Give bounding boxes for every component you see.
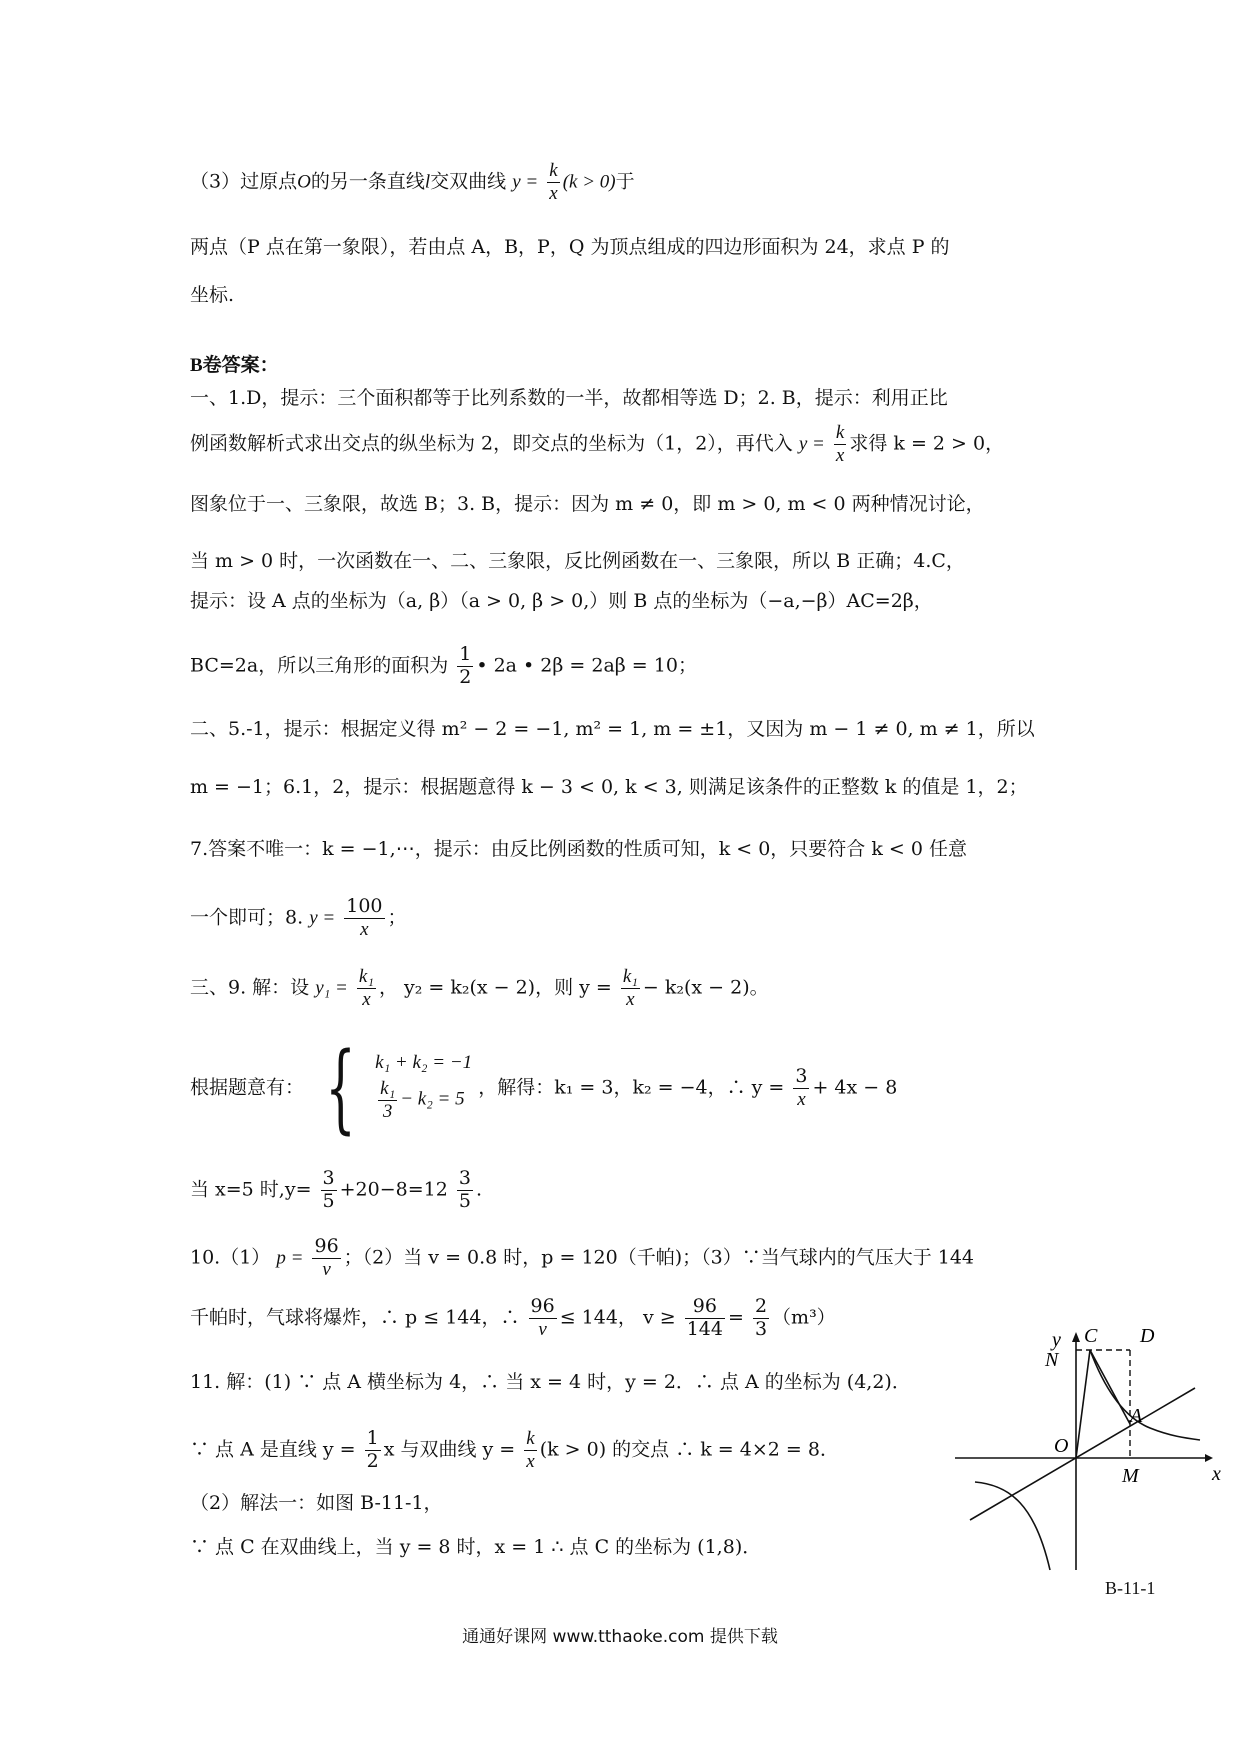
answer-10-line-2: 千帕时，气球将爆炸，∴ p ≤ 144，∴ $\frac{96}{v}$ ≤ 144， v ≥ $\frac{96}{144}$ = $\frac{2}{3}$ （m³）	[190, 1295, 836, 1340]
answer-1-line-5: 提示：设 A 点的坐标为（a, β）（a > 0, β > 0,）则 B 点的坐标为（−a,−β）AC=2β，	[190, 590, 933, 612]
q3-line-2: 两点（P 点在第一象限），若由点 A，B，P，Q 为顶点组成的四边形面积为 24，求点 P 的	[190, 236, 950, 258]
answer-11-line-2: ∵ 点 A 是直线 y = $\frac{1}{2}$ x 与双曲线 y = $\frac{k}{x}$ (k > 0) 的交点 ∴ k = 4×2 = 8．	[190, 1427, 839, 1472]
label-O: O	[1054, 1435, 1069, 1457]
answer-2-line-1: 二、5.-1，提示：根据定义得 m² − 2 = −1, m² = 1, m = ±1，又因为 m − 1 ≠ 0, m ≠ 1，所以	[190, 718, 1035, 740]
answer-11-line-4: ∵ 点 C 在双曲线上，当 y = 8 时，x = 1 ∴ 点 C 的坐标为 (1,8)．	[190, 1536, 762, 1558]
footer: 通通好课网 www.tthaoke.com 提供下载	[462, 1627, 778, 1647]
answer-1-line-4: 当 m > 0 时，一次函数在一、二、三象限，反比例函数在一、三象限，所以 B 正确；4.C，	[190, 550, 965, 572]
label-A: A	[1130, 1405, 1143, 1427]
label-y: y	[1052, 1329, 1061, 1351]
q3-line-1: （3）过原点O的另一条直线l交双曲线 y = $\frac{k}{x}$ (k > 0)于	[190, 160, 635, 204]
fraction-k-over-x: $\frac{k}{x}$	[549, 160, 558, 204]
answer-3-line-1: 三、9. 解：设 y₁ = $\frac{\text{k₁}}{x}$ ， y₂ = k₂(x − 2)，则 y = $\frac{\text{k₁}}{x}$ − k₂(x − 2)。	[190, 966, 769, 1010]
label-D: D	[1140, 1325, 1155, 1347]
answer-2-line-4: 一个即可；8. y = $\frac{100}{x}$ ；	[190, 895, 407, 940]
label-C: C	[1084, 1325, 1098, 1347]
answer-1-line-6: BC=2a，所以三角形的面积为 $\frac{1}{2}$ • 2a • 2β = 2aβ = 10；	[190, 643, 697, 688]
answer-1-line-1: 一、1.D，提示：三个面积都等于比列系数的一半，故都相等选 D；2. B，提示：利用正比	[190, 387, 948, 409]
label-M: M	[1122, 1465, 1139, 1487]
equation-system: { k₁ + k₂ = −1 $\frac{\text{k₁}}{3}$ − k₂ = 5	[325, 1032, 473, 1144]
answer-3-line-2: 根据题意有： { k₁ + k₂ = −1 $\frac{\text{k₁}}{3}$ − k₂ = 5 ，解得：k₁ = 3，k₂ = −4，∴ y = $\frac{3}{x}$ + 4x − 8	[190, 1032, 898, 1144]
answer-11-line-1: 11. 解：(1) ∵ 点 A 横坐标为 4，∴ 当 x = 4 时，y = 2．∴ 点 A 的坐标为 (4,2)．	[190, 1371, 911, 1393]
function-graph-figure	[950, 1320, 1230, 1580]
answer-3-line-3: 当 x=5 时,y= $\frac{3}{5}$ +20−8=12 $\frac{3}{5}$ .	[190, 1167, 483, 1212]
section-title: B卷答案：	[190, 355, 279, 376]
answer-1-line-3: 图象位于一、三象限，故选 B；3. B，提示：因为 m ≠ 0，即 m > 0, m < 0 两种情况讨论，	[190, 493, 985, 515]
label-N: N	[1045, 1349, 1059, 1371]
answer-1-line-2: 例函数解析式求出交点的纵坐标为 2，即交点的坐标为（1，2），再代入 y = $\frac{k}{x}$ 求得 k = 2 > 0，	[190, 422, 1005, 466]
answer-11-line-3: （2）解法一：如图 B-11-1，	[190, 1492, 443, 1514]
figure-caption: B-11-1	[1105, 1578, 1156, 1598]
answer-2-line-2: m = −1；6.1，2，提示：根据题意得 k − 3 < 0, k < 3, 则满足该条件的正整数 k 的值是 1，2；	[190, 776, 1028, 798]
label-x: x	[1212, 1463, 1221, 1485]
answer-10-line-1: 10.（1） p = $\frac{96}{v}$ ；（2）当 v = 0.8 时，p = 120（千帕)；（3）∵当气球内的气压大于 144	[190, 1235, 975, 1280]
q3-line-3: 坐标.	[190, 284, 235, 306]
answer-2-line-3: 7.答案不唯一：k = −1,⋯，提示：由反比例函数的性质可知，k < 0，只要符合 k < 0 任意	[190, 838, 967, 860]
